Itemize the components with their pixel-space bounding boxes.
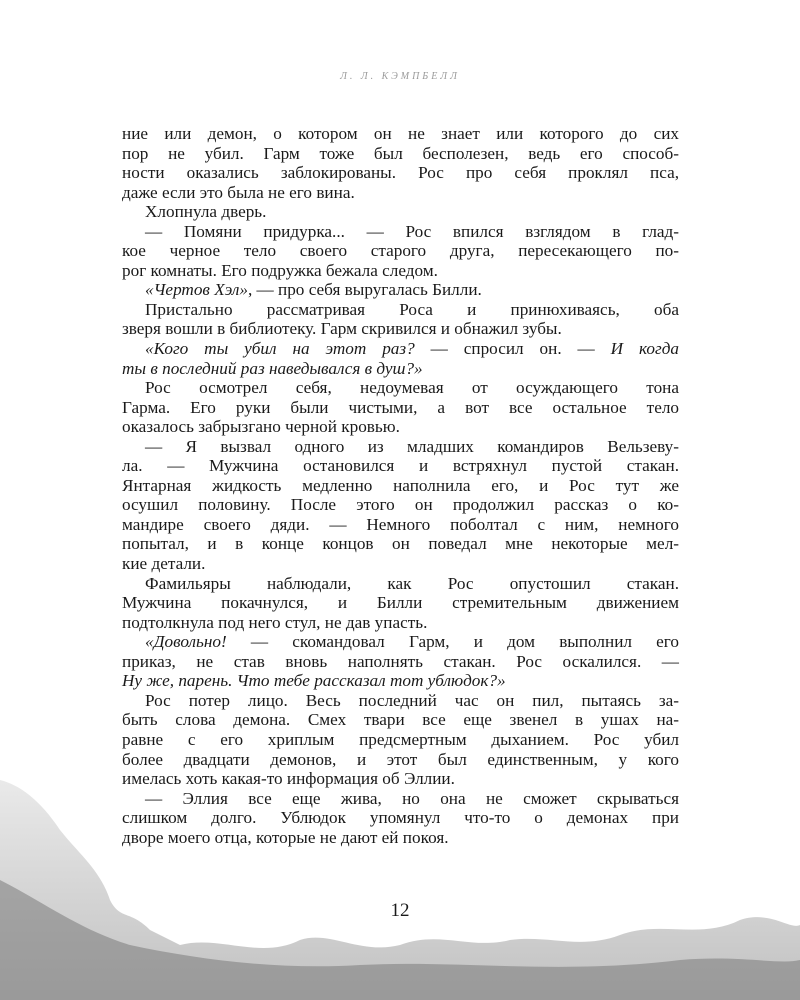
text-segment: более двадцати демонов, и этот был единственным, у кого xyxy=(122,749,679,769)
text-segment: кое черное тело своего старого друга, пересекающего по- xyxy=(122,241,679,261)
text-segment: ла. — Мужчина остановился и встряхнул пустой стакан. xyxy=(122,456,679,476)
text-line xyxy=(122,144,679,164)
text-line xyxy=(122,495,679,515)
text-line xyxy=(122,222,679,242)
text-segment: быть слова демона. Смех твари все еще звенел в ушах на- xyxy=(122,710,679,730)
text-line xyxy=(122,241,679,261)
text-line xyxy=(122,417,679,437)
text-line xyxy=(122,476,679,496)
italic-text-segment: И когда xyxy=(610,339,679,359)
text-segment: дворе моего отца, которые не дают ей покоя. xyxy=(122,827,449,847)
running-head-author: Л. Л. КЭМПБЕЛЛ xyxy=(340,71,460,82)
italic-text-segment: ты в последний раз наведывался в душ?» xyxy=(122,358,423,378)
text-line xyxy=(122,671,679,691)
text-segment: Рос потер лицо. Весь последний час он пил, пытаясь за- xyxy=(145,690,679,710)
text-segment: осушил половину. После этого он продолжил рассказ о ко- xyxy=(122,495,679,515)
text-line xyxy=(122,437,679,457)
torn-paper-decoration xyxy=(0,760,800,1000)
body-text xyxy=(122,124,679,847)
text-segment: даже если это была не его вина. xyxy=(122,182,355,202)
text-line xyxy=(122,319,679,339)
text-line xyxy=(122,398,679,418)
text-segment: Хлопнула дверь. xyxy=(145,202,267,222)
text-segment: ние или демон, о котором он не знает или которого до сих xyxy=(122,124,679,143)
text-segment: подтолкнула под него стул, не дав упасть. xyxy=(122,612,428,632)
text-segment: Янтарная жидкость медленно наполнила его, и Рос тут же xyxy=(122,475,679,495)
text-segment: приказ, не став вновь наполнять стакан. Рос оскалился. — xyxy=(122,651,679,671)
text-segment: Гарма. Его руки были чистыми, а вот все остальное тело xyxy=(122,397,679,417)
text-segment: — спросил он. — xyxy=(414,339,611,359)
text-line xyxy=(122,574,679,594)
text-line xyxy=(122,691,679,711)
text-line xyxy=(122,339,679,359)
text-line xyxy=(122,632,679,652)
text-segment: ности оказались заблокированы. Рос про себя проклял пса, xyxy=(122,163,679,183)
italic-text-segment: «Довольно! xyxy=(145,632,227,652)
text-segment: слишком долго. Ублюдок упомянул что-то о демонах при xyxy=(122,808,679,828)
text-segment: — Эллия все еще жива, но она не сможет скрываться xyxy=(145,788,679,808)
text-line xyxy=(122,163,679,183)
text-line xyxy=(122,652,679,672)
text-segment: мандире своего дяди. — Немного поболтал с ним, немного xyxy=(122,514,679,534)
text-line xyxy=(122,534,679,554)
text-line xyxy=(122,710,679,730)
text-segment: Мужчина покачнулся, и Билли стремительным движением xyxy=(122,593,679,613)
text-segment: — скомандовал Гарм, и дом выполнил его xyxy=(226,632,679,652)
text-line xyxy=(122,359,679,379)
page-number: 12 xyxy=(390,900,410,921)
text-segment: — Помяни придурка... — Рос впился взглядом в глад- xyxy=(145,221,679,241)
text-segment: пор не убил. Гарм тоже был бесполезен, ведь его способ- xyxy=(122,143,679,163)
text-segment: , — про себя выругалась Билли. xyxy=(247,280,482,300)
text-segment: имелась хоть какая-то информация об Эллии. xyxy=(122,769,455,789)
text-line xyxy=(122,613,679,633)
text-line xyxy=(122,730,679,750)
italic-text-segment: «Кого ты убил на этот раз? xyxy=(145,339,415,359)
italic-text-segment: Ну же, парень. Что тебе рассказал тот ублюдок?» xyxy=(122,671,506,691)
text-segment: равне с его хриплым предсмертным дыханием. Рос убил xyxy=(122,729,679,749)
text-segment: Фамильяры наблюдали, как Рос опустошил стакан. xyxy=(145,573,679,593)
text-line xyxy=(122,554,679,574)
text-segment: оказалось забрызгано черной кровью. xyxy=(122,417,400,437)
text-line xyxy=(122,300,679,320)
text-segment: рог комнаты. Его подружка бежала следом. xyxy=(122,260,438,280)
text-line xyxy=(122,280,679,300)
text-line xyxy=(122,456,679,476)
italic-text-segment: «Чертов Хэл» xyxy=(145,280,248,300)
text-line xyxy=(122,515,679,535)
text-segment: зверя вошли в библиотеку. Гарм скривился и обнажил зубы. xyxy=(122,319,562,339)
text-segment: Пристально рассматривая Роса и принюхиваясь, оба xyxy=(145,299,679,319)
text-line xyxy=(122,593,679,613)
text-line xyxy=(122,202,679,222)
text-segment: Рос осмотрел себя, недоумевая от осуждающего тона xyxy=(145,378,679,398)
text-line xyxy=(122,124,679,144)
text-segment: попытал, и в конце концов он поведал мне некоторые мел- xyxy=(122,534,679,554)
text-segment: кие детали. xyxy=(122,554,206,574)
text-segment: — Я вызвал одного из младших командиров Вельзеву- xyxy=(145,436,679,456)
text-line xyxy=(122,261,679,281)
text-line xyxy=(122,378,679,398)
text-line xyxy=(122,183,679,203)
